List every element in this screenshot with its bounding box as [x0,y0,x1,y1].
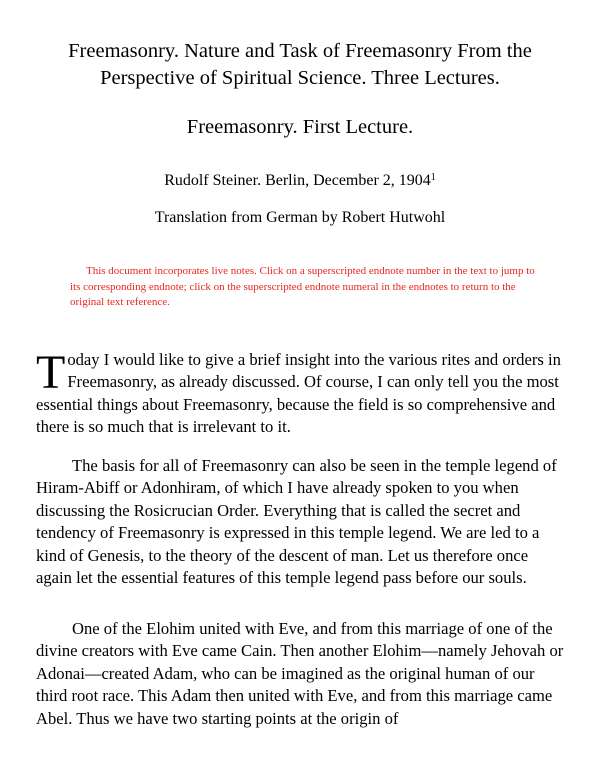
live-notes-notice: This document incorporates live notes. Click on a superscripted endnote number in the text to jump to its corresponding endnote; click on the superscripted endnote numeral in the endnotes to return to the original text reference. [70,265,535,308]
body-paragraph-1 [36,346,566,439]
lecture-title: Freemasonry. First Lecture. [186,116,414,138]
author-line [40,170,560,192]
body-paragraph-2: The basis for all of Freemasonry can also be seen in the temple legend of Hiram-Abiff or Adonhiram, of which I have already spoken to you when discussing the Rosicrucian Order. Everything that is called the secret and tendency of Freemasonry is expressed in this temple legend. We are led to a kind of Genesis, to the theory of the descent of man. Let us therefore once again let the essential features of this temple legend pass before our souls. [36,456,557,588]
paragraph-1-text: oday I would like to give a brief insight into the various rites and orders in Freemasonry, as already discussed. Of course, I can only tell you the most essential things about Freemasonry, because the field is so comprehensive and there is so much that is irrelevant to it. [36,350,561,437]
author-text: Rudolf Steiner. Berlin, December 2, 1904 [164,172,431,189]
translator-line: Translation from German by Robert Hutwohl [154,209,446,226]
drop-cap: T [36,346,66,399]
document-title: Freemasonry. Nature and Task of Freemasonry From the Perspective of Spiritual Science. Three Lectures. [68,40,532,89]
body-paragraph-3: One of the Elohim united with Eve, and from this marriage of one of the divine creators with Eve came Cain. Then another Elohim—namely Jehovah or Adonai—created Adam, who can be imagined as the original human of our third root race. This Adam then united with Eve, and from this marriage came Abel. Thus we have two starting points at the origin of [36,619,564,728]
endnote-link-1[interactable]: 1 [430,172,436,183]
